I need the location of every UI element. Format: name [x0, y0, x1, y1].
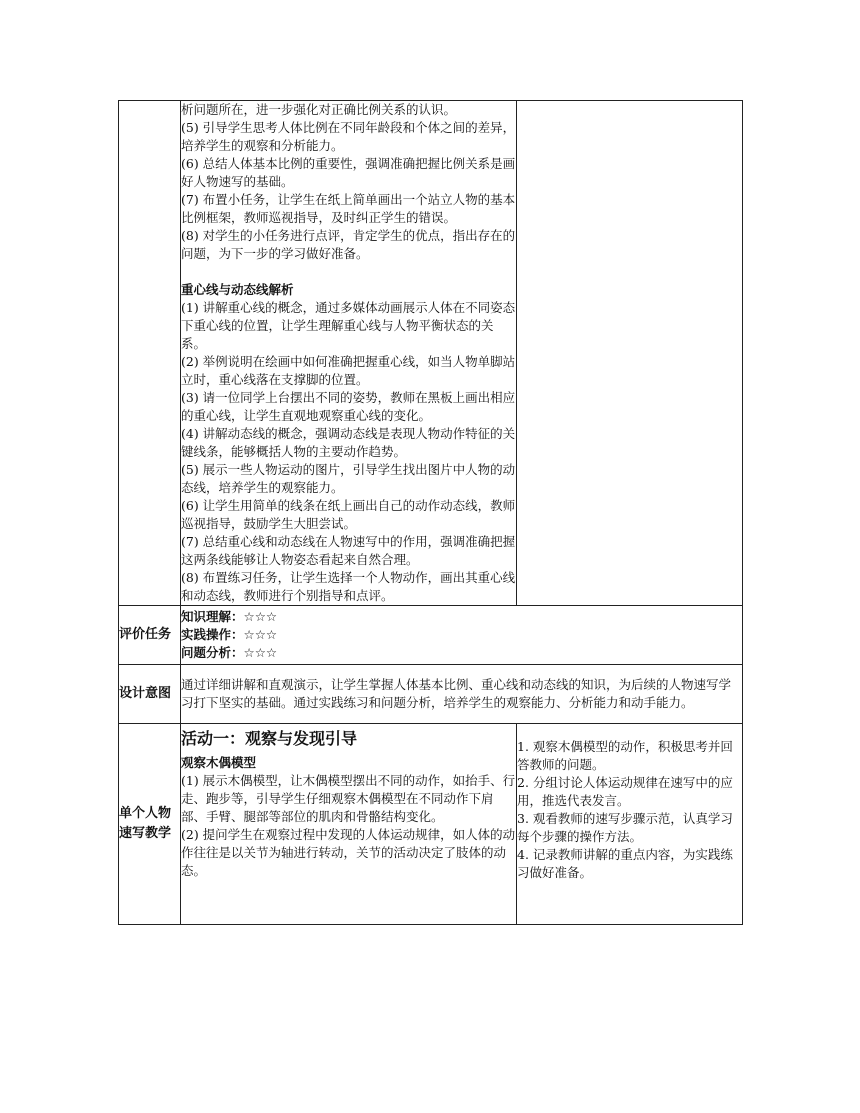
evaluation-item: [181, 644, 742, 662]
evaluation-label: 评价任务: [119, 606, 181, 665]
design-label: 设计意图: [119, 665, 181, 724]
activity-cell: [181, 724, 517, 925]
empty-student-cell: [517, 101, 743, 606]
evaluation-item-name: 实践操作：: [181, 627, 244, 642]
student-line: 2. 分组讨论人体运动规律在速写中的应用，推选代表发言。: [517, 775, 733, 808]
lesson-plan-table: [118, 100, 743, 925]
student-line: 3. 观看教师的速写步骤示范，认真学习每个步骤的操作方法。: [517, 811, 733, 844]
evaluation-item-name: 问题分析：: [181, 645, 244, 660]
content-line: (5) 引导学生思考人体比例在不同年龄段和个体之间的差异，培养学生的观察和分析能力。: [181, 120, 516, 153]
content-line: (1) 展示木偶模型，让木偶模型摆出不同的动作，如抬手、行走、跑步等，引导学生仔细观察木偶模型在不同动作下肩部、手臂、腿部等部位的肌肉和骨骼结构变化。: [181, 773, 516, 824]
content-line: (6) 总结人体基本比例的重要性，强调准确把握比例关系是画好人物速写的基础。: [181, 156, 516, 189]
section-heading: 重心线与动态线解析: [181, 282, 294, 297]
evaluation-item-name: 知识理解：: [181, 609, 244, 624]
content-line: 析问题所在，进一步强化对正确比例关系的认识。: [181, 102, 457, 117]
content-line: (8) 布置练习任务，让学生选择一个人物动作，画出其重心线和动态线，教师进行个别指导和点评。: [181, 570, 516, 603]
content-line: (3) 请一位同学上台摆出不同的姿势，教师在黑板上画出相应的重心线，让学生直观地观察重心线的变化。: [181, 390, 516, 423]
student-line: 1. 观察木偶模型的动作，积极思考并回答教师的问题。: [517, 739, 733, 772]
content-line: (2) 提问学生在观察过程中发现的人体运动规律，如人体的动作往往是以关节为轴进行转动，关节的活动决定了肢体的动态。: [181, 827, 516, 878]
content-row: [119, 101, 743, 606]
design-cell: [181, 665, 743, 724]
evaluation-item: [181, 626, 742, 644]
star-rating: ☆☆☆: [243, 609, 278, 624]
single-figure-row: [119, 724, 743, 925]
content-line: (8) 对学生的小任务进行点评，肯定学生的优点，指出存在的问题，为下一步的学习做好准备。: [181, 228, 516, 261]
evaluation-item: [181, 608, 742, 626]
content-line: (7) 总结重心线和动态线在人物速写中的作用，强调准确把握这两条线能够让人物姿态看起来自然合理。: [181, 534, 516, 567]
student-activity-cell: [517, 724, 743, 925]
content-line: (7) 布置小任务，让学生在纸上简单画出一个站立人物的基本比例框架，教师巡视指导，及时纠正学生的错误。: [181, 192, 516, 225]
student-line: 4. 记录教师讲解的重点内容，为实践练习做好准备。: [517, 847, 733, 880]
sub-heading: 观察木偶模型: [181, 755, 257, 770]
teacher-activity-cell: [181, 101, 517, 606]
empty-label-cell: [119, 101, 181, 606]
evaluation-row: [119, 606, 743, 665]
content-line: (4) 讲解动态线的概念，强调动态线是表现人物动作特征的关键线条，能够概括人物的主要动作趋势。: [181, 426, 516, 459]
design-row: [119, 665, 743, 724]
single-figure-label: 单个人物速写教学: [119, 724, 181, 925]
content-line: (6) 让学生用简单的线条在纸上画出自己的动作动态线，教师巡视指导，鼓励学生大胆尝试。: [181, 498, 516, 531]
content-line: (5) 展示一些人物运动的图片，引导学生找出图片中人物的动态线，培养学生的观察能力。: [181, 462, 516, 495]
star-rating: ☆☆☆: [243, 627, 278, 642]
design-text: 通过详细讲解和直观演示，让学生掌握人体基本比例、重心线和动态线的知识，为后续的人物速写学习打下坚实的基础。通过实践练习和问题分析，培养学生的观察能力、分析能力和动手能力。: [181, 677, 732, 710]
content-line: (1) 讲解重心线的概念，通过多媒体动画展示人体在不同姿态下重心线的位置，让学生理解重心线与人物平衡状态的关系。: [181, 300, 516, 351]
content-line: (2) 举例说明在绘画中如何准确把握重心线，如当人物单脚站立时，重心线落在支撑脚的位置。: [181, 354, 516, 387]
activity-title: 活动一：观察与发现引导: [181, 729, 358, 748]
star-rating: ☆☆☆: [243, 645, 278, 660]
evaluation-cell: [181, 606, 743, 665]
